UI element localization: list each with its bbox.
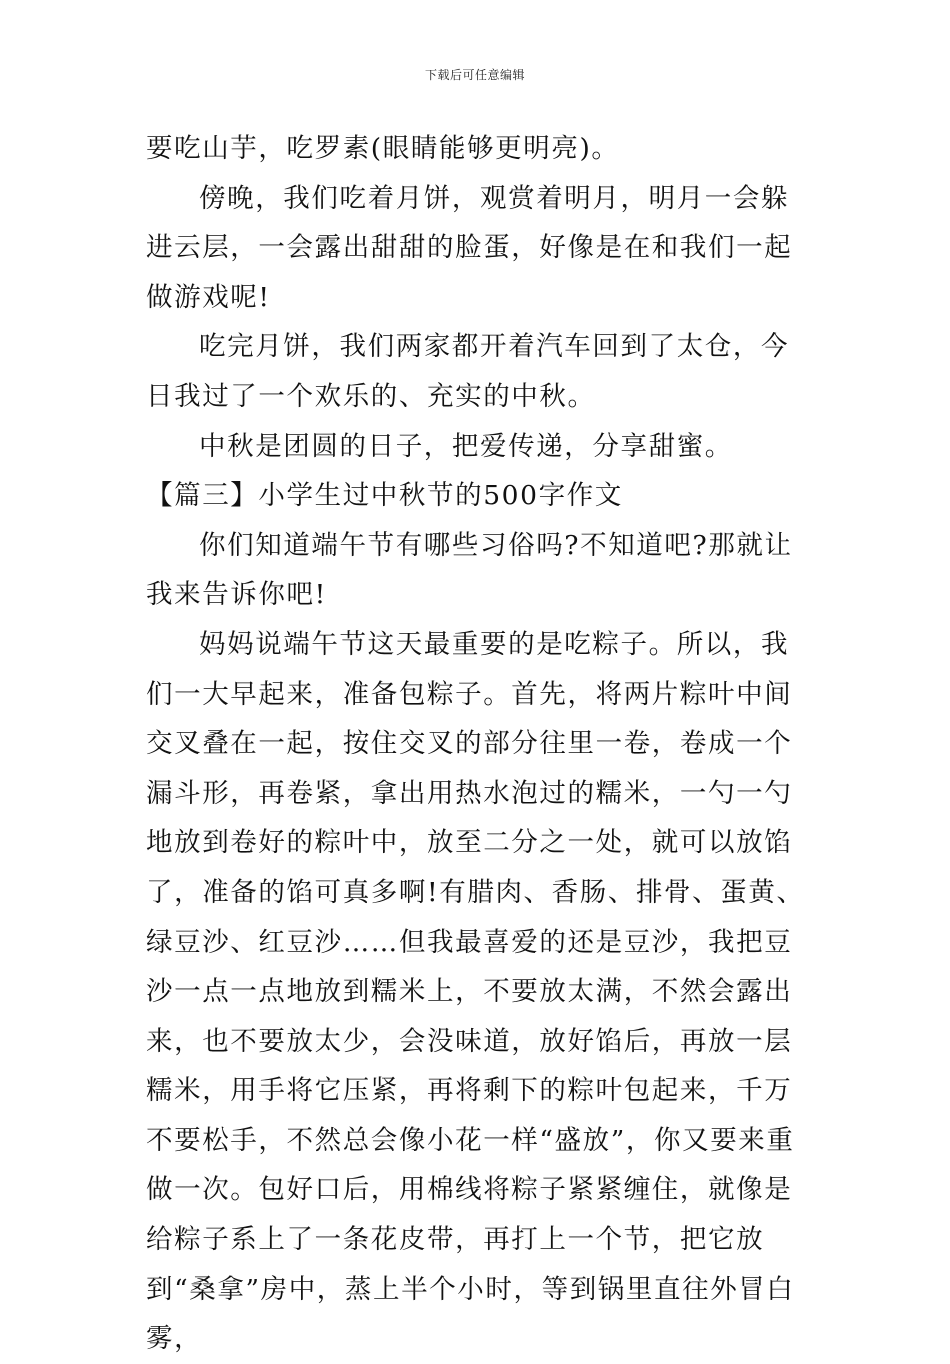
header-note: 下载后可任意编辑 [424, 68, 525, 82]
paragraph-6: 妈妈说端午节这天最重要的是吃粽子。所以，我们一大早起来，准备包粽子。首先，将两片粽叶中间交叉叠在一起，按住交叉的部分往里一卷，卷成一个漏斗形，再卷紧，拿出用热水泡过的糯米，一勺一勺地放到卷好的粽叶中，放至二分之一处，就可以放馅了，准备的馅可真多啊!有腊肉、香肠、排骨、蛋黄、绿豆沙、红豆沙……但我最喜爱的还是豆沙，我把豆沙一点一点地放到糯米上，不要放太满，不然会露出来，也不要放太少，会没味道，放好馅后，再放一层糯米，用手将它压紧，再将剩下的粽叶包起来，千万不要松手，不然总会像小花一样“盛放”，你又要来重做一次。包好口后，用棉线将粽子紧紧缠住，就像是给粽子系上了一条花皮带，再打上一个节，把它放到“桑拿”房中，蒸上半个小时，等到锅里直往外冒白雾， [146, 628, 805, 1355]
section-title: 【篇三】小学生过中秋节的500字作文 [146, 480, 623, 512]
paragraph-5: 你们知道端午节有哪些习俗吗?不知道吧?那就让我来告诉你吧! [146, 529, 793, 611]
paragraph-2: 傍晚，我们吃着月饼，观赏着明月，明月一会躲进云层，一会露出甜甜的脸蛋，好像是在和我们一起做游戏呢! [146, 182, 793, 313]
paragraph-3: 吃完月饼，我们两家都开着汽车回到了太仓，今日我过了一个欢乐的、充实的中秋。 [146, 331, 790, 412]
paragraph-4: 中秋是团圆的日子，把爱传递，分享甜蜜。 [199, 430, 733, 462]
document-body [146, 124, 810, 1364]
paragraph-1: 要吃山芋，吃罗素(眼睛能够更明亮)。 [146, 133, 620, 164]
